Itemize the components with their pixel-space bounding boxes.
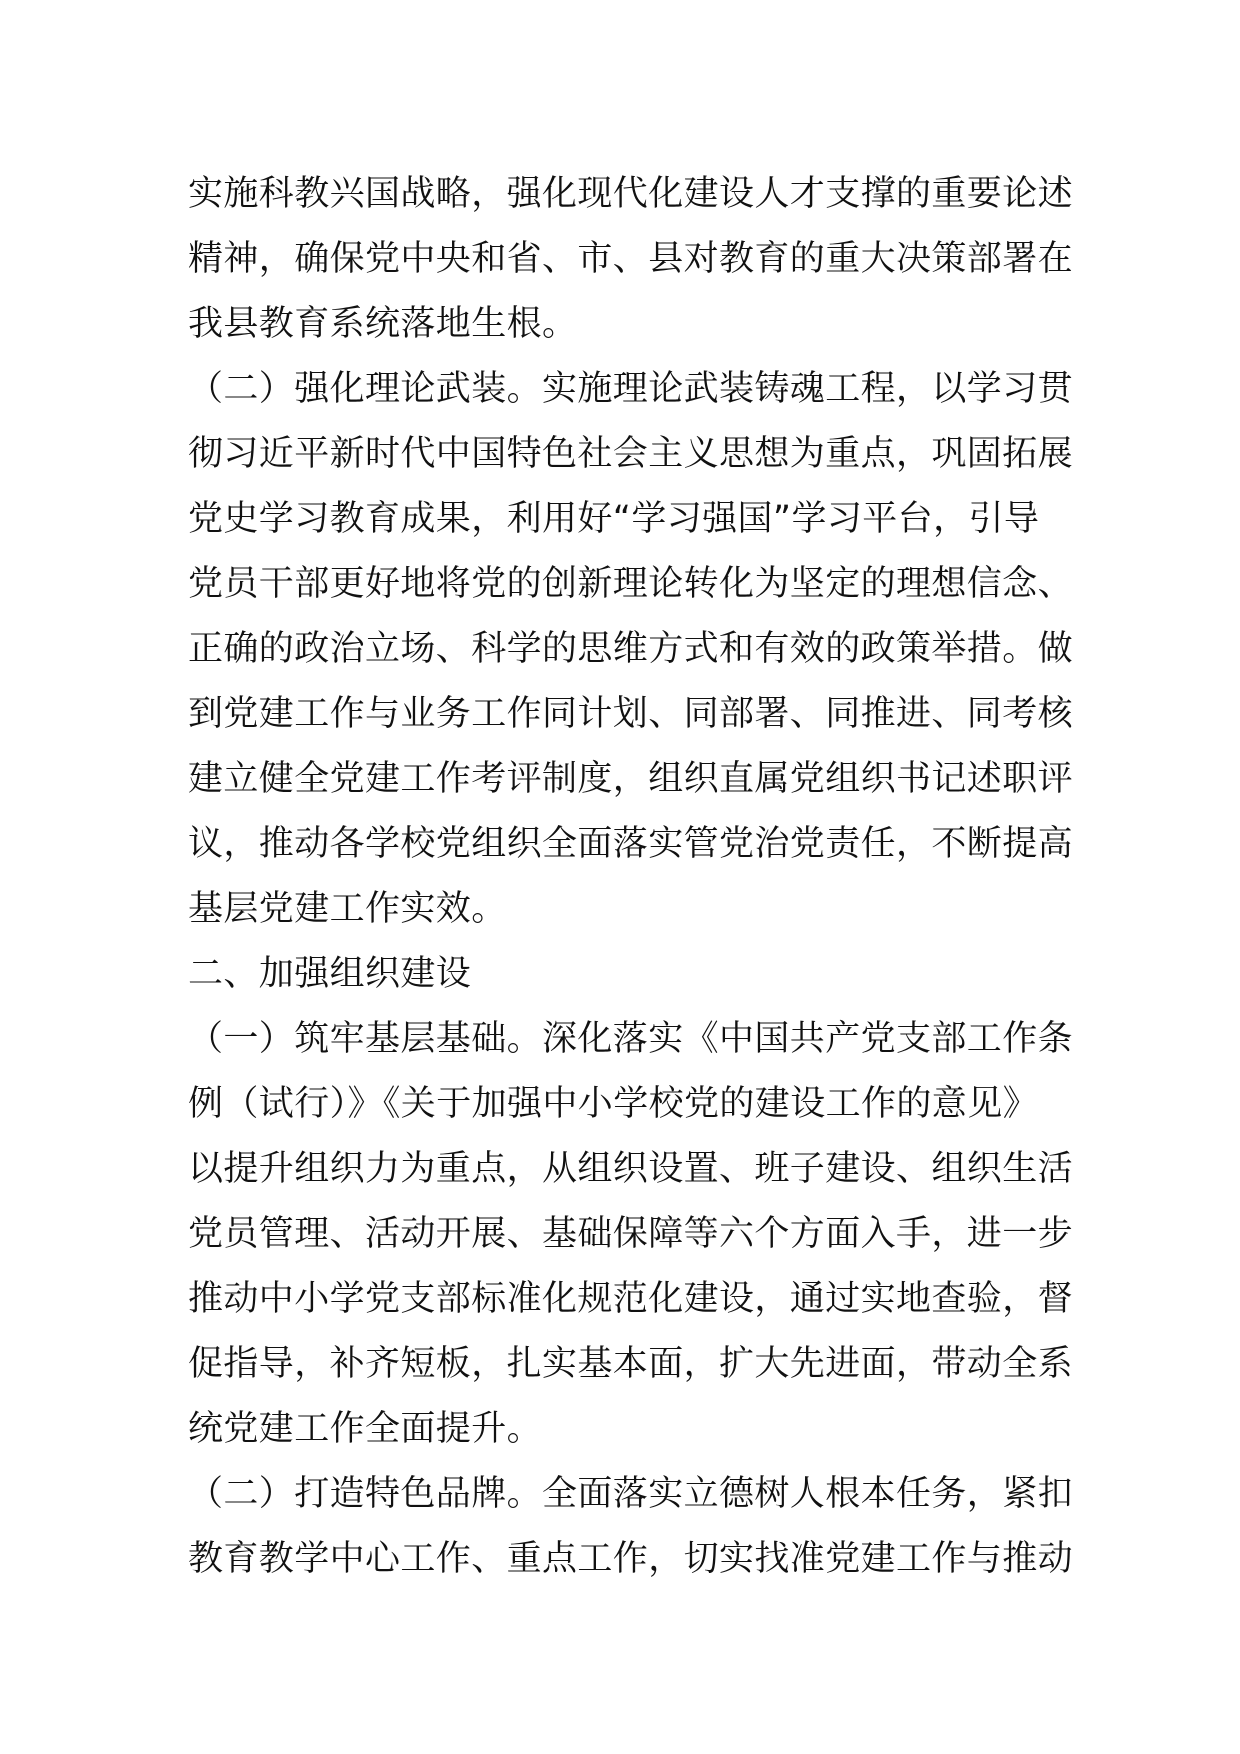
text-line: 推动中小学党支部标准化规范化建设，通过实地查验，督 xyxy=(188,1279,1074,1319)
text-line: 实施科教兴国战略，强化现代化建设人才支撑的重要论述 xyxy=(188,174,1074,214)
subsection-heading-line: （二）打造特色品牌。全面落实立德树人根本任务，紧扣 xyxy=(188,1474,1074,1514)
text-line: 我县教育系统落地生根。 xyxy=(188,304,578,344)
subsection-heading-line: （一）筑牢基层基础。深化落实《中国共产党支部工作条 xyxy=(188,1019,1074,1059)
subsection-heading-line: （二）强化理论武装。实施理论武装铸魂工程，以学习贯 xyxy=(188,369,1074,409)
text-line: 基层党建工作实效。 xyxy=(188,889,507,929)
text-line: 彻习近平新时代中国特色社会主义思想为重点，巩固拓展 xyxy=(188,434,1074,474)
text-line: 统党建工作全面提升。 xyxy=(188,1409,543,1449)
text-line: 以提升组织力为重点，从组织设置、班子建设、组织生活 xyxy=(188,1149,1074,1189)
text-line: 精神，确保党中央和省、市、县对教育的重大决策部署在 xyxy=(188,239,1074,279)
text-line: 党员管理、活动开展、基础保障等六个方面入手，进一步 xyxy=(188,1214,1074,1254)
text-line: 党员干部更好地将党的创新理论转化为坚定的理想信念、 xyxy=(188,564,1074,604)
document-page xyxy=(188,162,1074,1592)
text-line: 促指导，补齐短板，扎实基本面，扩大先进面，带动全系 xyxy=(188,1344,1074,1384)
text-line: 议，推动各学校党组织全面落实管党治党责任，不断提高 xyxy=(188,824,1074,864)
section-heading: 二、加强组织建设 xyxy=(188,954,472,994)
text-line: 到党建工作与业务工作同计划、同部署、同推进、同考核 xyxy=(188,694,1074,734)
text-line: 党史学习教育成果，利用好“学习强国”学习平台，引导 xyxy=(188,499,1040,539)
text-line: 例（试行）》《关于加强中小学校党的建设工作的意见》 xyxy=(188,1084,1039,1124)
text-line: 教育教学中心工作、重点工作，切实找准党建工作与推动 xyxy=(188,1539,1074,1579)
text-line: 正确的政治立场、科学的思维方式和有效的政策举措。做 xyxy=(188,629,1074,669)
text-line: 建立健全党建工作考评制度，组织直属党组织书记述职评 xyxy=(188,759,1074,799)
